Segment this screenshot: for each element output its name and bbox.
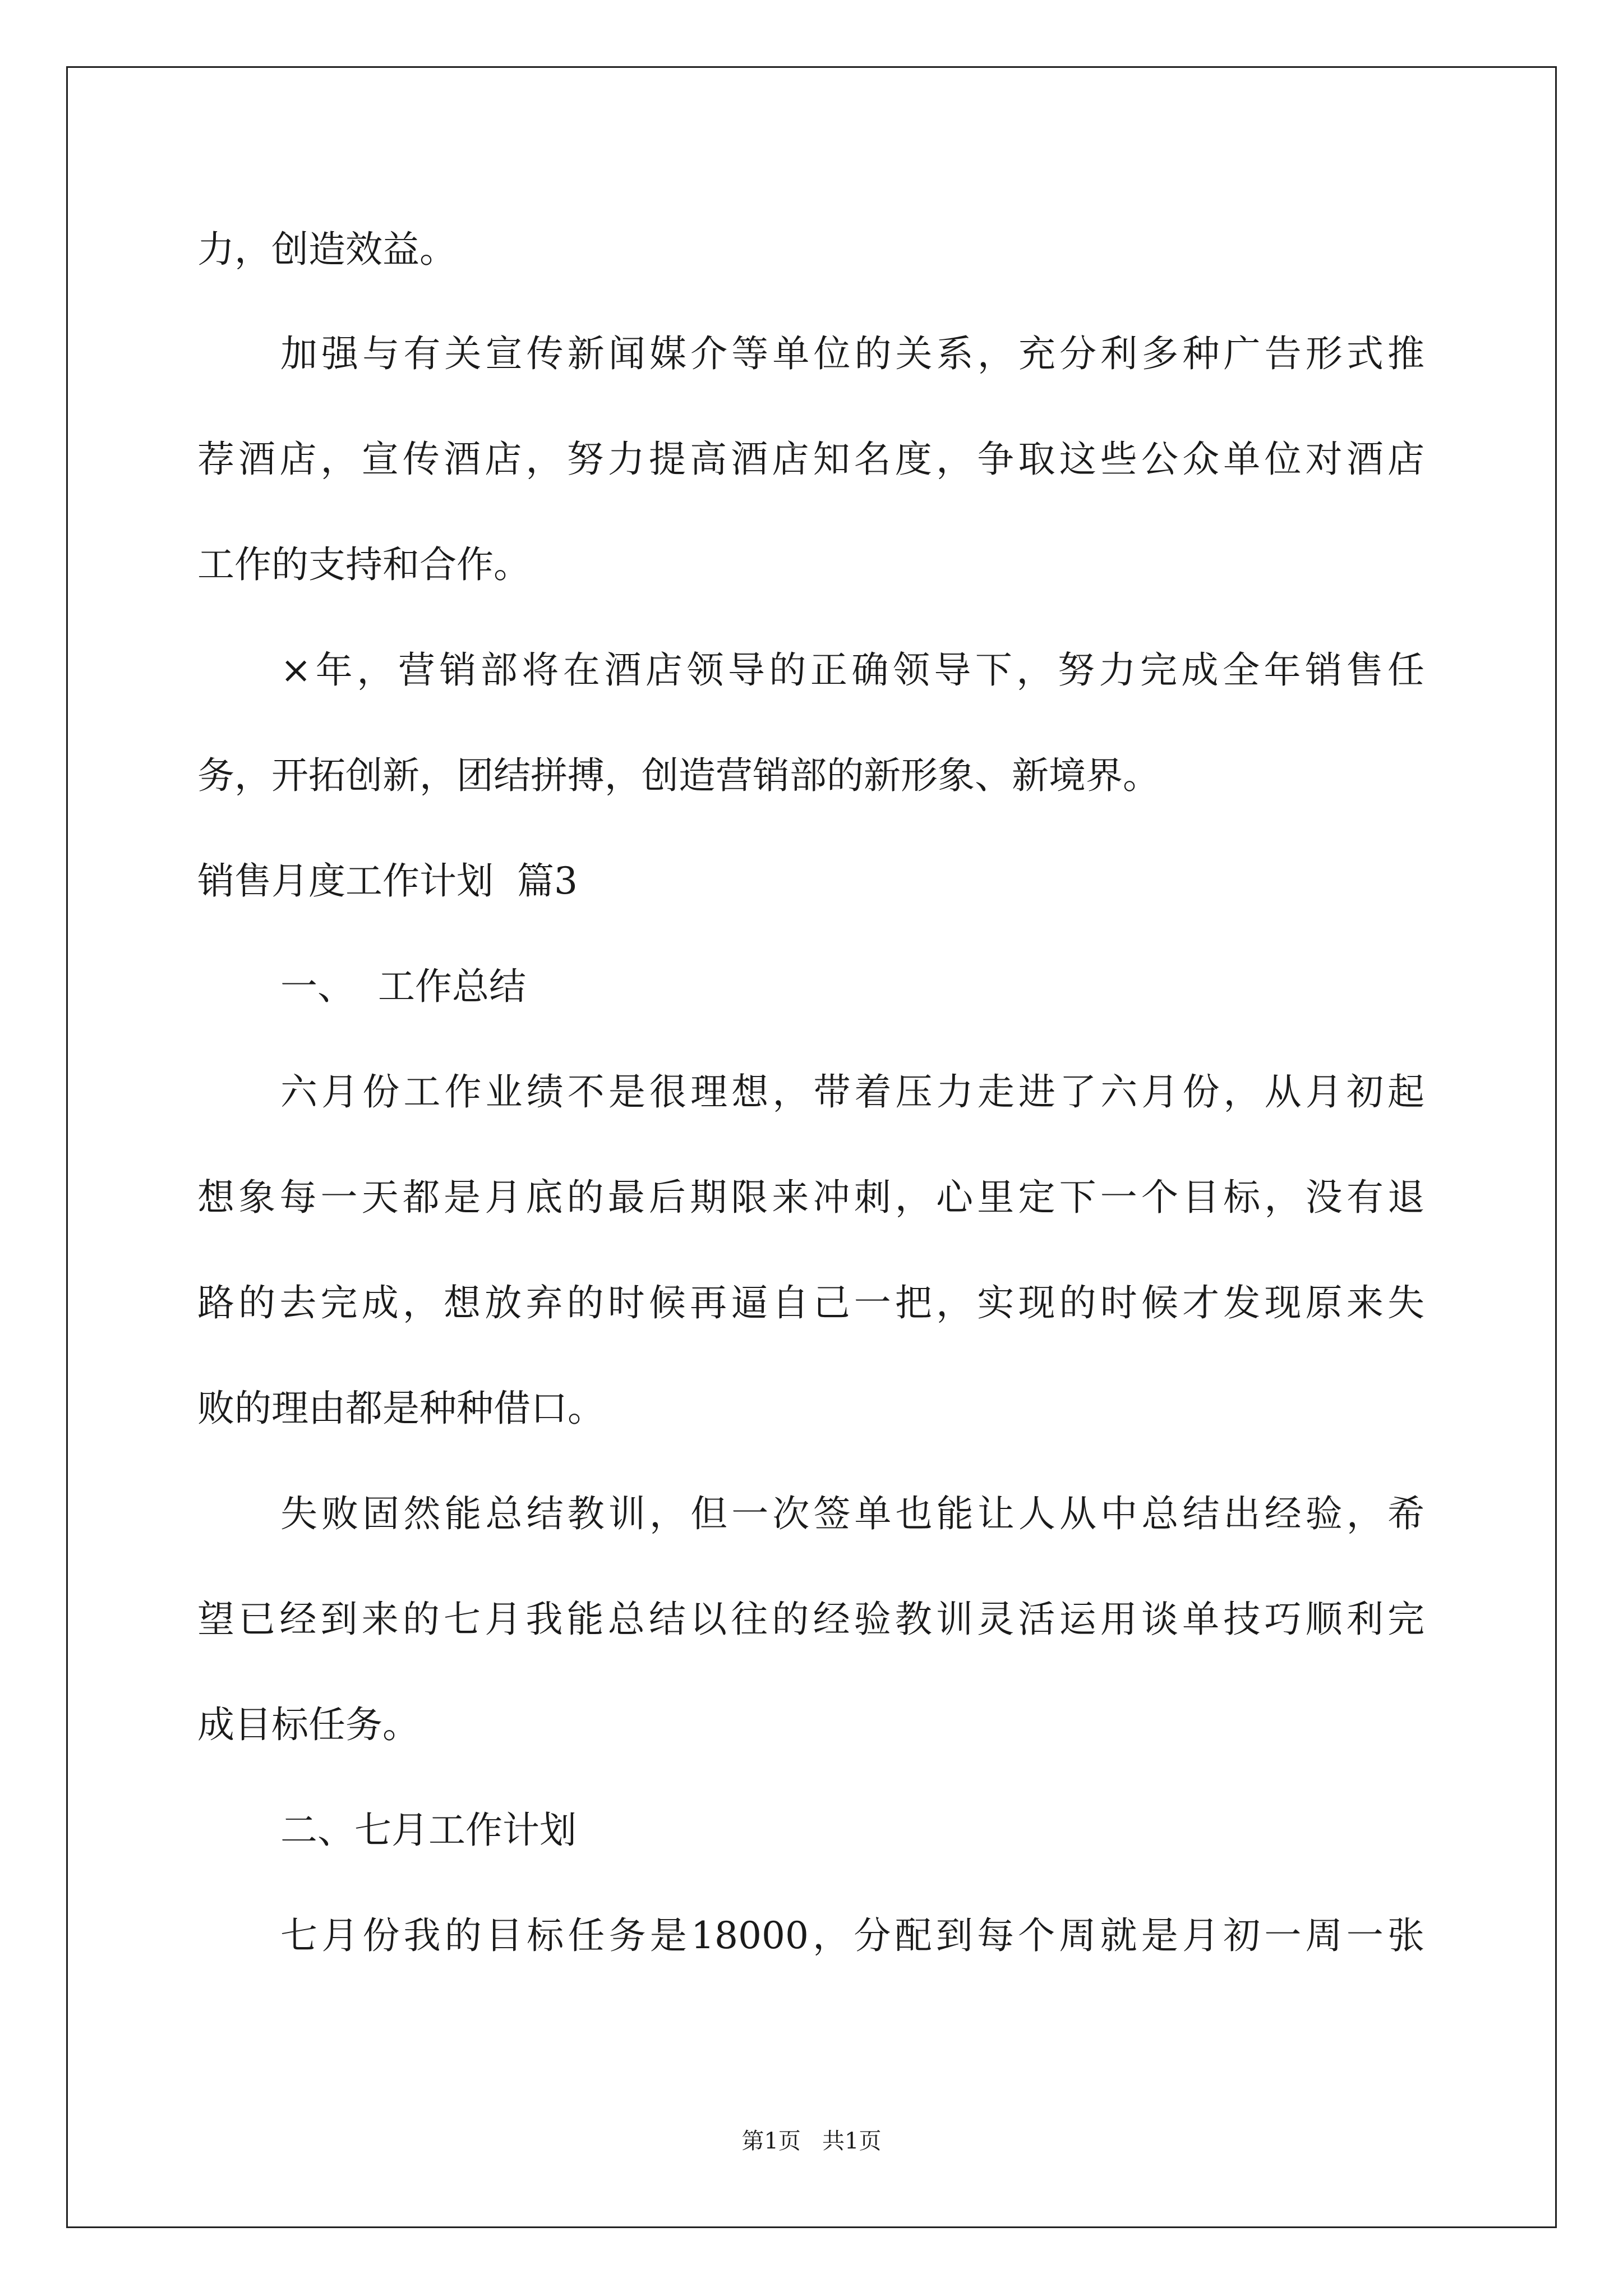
paragraph-line: 路的去完成，想放弃的时候再逼自己一把，实现的时候才发现原来失 xyxy=(197,1281,1424,1324)
paragraph-line: ×年，营销部将在酒店领导的正确领导下，努力完成全年销售任 xyxy=(280,648,1424,692)
paragraph-line: 失败固然能总结教训，但一次签单也能让人从中总结出经验，希 xyxy=(280,1492,1424,1535)
paragraph-line: 败的理由都是种种借口。 xyxy=(197,1387,605,1430)
paragraph-line: 想象每一天都是月底的最后期限来冲刺，心里定下一个目标，没有退 xyxy=(197,1176,1424,1219)
paragraph-line: 六月份工作业绩不是很理想，带着压力走进了六月份，从月初起 xyxy=(280,1070,1424,1114)
paragraph-line: 七月份我的目标任务是18000，分配到每个周就是月初一周一张 xyxy=(280,1914,1424,1957)
section-title: 销售月度工作计划 篇3 xyxy=(197,859,578,903)
paragraph-line: 务，开拓创新，团结拼搏，创造营销部的新形象、新境界。 xyxy=(197,754,1160,797)
text-line: 力，创造效益。 xyxy=(197,228,457,271)
section-heading: 一、 工作总结 xyxy=(280,965,526,1008)
page-number-footer: 第1页 共1页 xyxy=(741,2128,882,2154)
paragraph-line: 望已经到来的七月我能总结以往的经验教训灵活运用谈单技巧顺利完 xyxy=(197,1598,1424,1641)
paragraph-line: 工作的支持和合作。 xyxy=(197,543,531,586)
paragraph-line: 加强与有关宣传新闻媒介等单位的关系，充分利多种广告形式推 xyxy=(280,332,1424,375)
section-heading: 二、七月工作计划 xyxy=(280,1809,577,1852)
paragraph-line: 荐酒店，宣传酒店，努力提高酒店知名度，争取这些公众单位对酒店 xyxy=(197,438,1424,481)
paragraph-line: 成目标任务。 xyxy=(197,1703,419,1746)
page-border xyxy=(66,66,1557,2228)
